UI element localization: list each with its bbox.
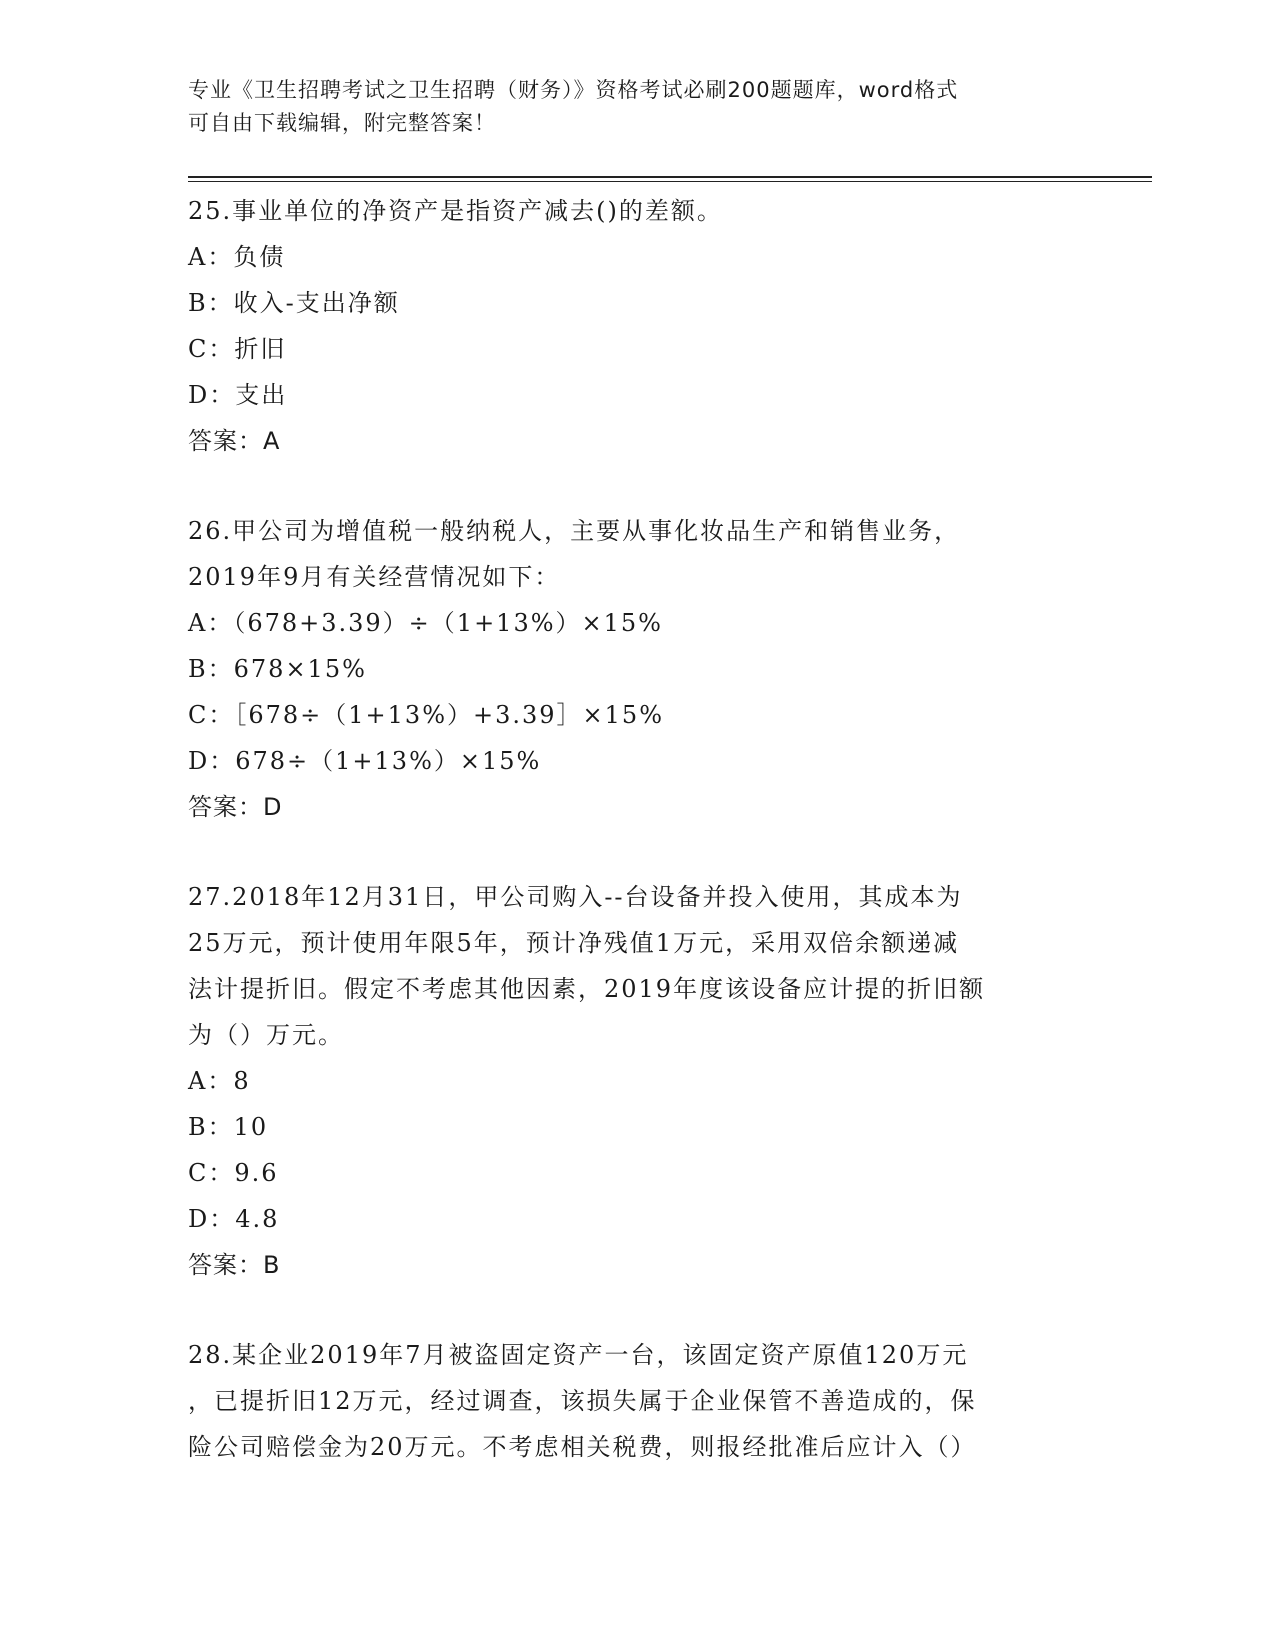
question-gap (188, 1288, 1088, 1332)
question-gap (188, 464, 1088, 508)
option-d: D：支出 (188, 381, 288, 409)
option-a: A：8 (188, 1067, 251, 1095)
option-a: A：（678+3.39）÷（1+13%）×15% (188, 609, 663, 637)
option-c: C：折旧 (188, 335, 287, 363)
header-line-2: 可自由下载编辑，附完整答案！ (188, 111, 496, 135)
question-stem: 2019年9月有关经营情况如下： (188, 563, 561, 591)
option-b: B：10 (188, 1113, 269, 1141)
option-d: D：4.8 (188, 1205, 280, 1233)
option-c: C：9.6 (188, 1159, 279, 1187)
option-d: D：678÷（1+13%）×15% (188, 747, 542, 775)
question-list (188, 188, 1088, 1470)
question-25 (188, 188, 1088, 464)
header-divider-thick (188, 176, 1152, 178)
option-c: C：［678÷（1+13%）+3.39］×15% (188, 701, 665, 729)
question-stem: 法计提折旧。假定不考虑其他因素，2019年度该设备应计提的折旧额 (188, 975, 986, 1003)
header-note (188, 74, 1088, 140)
option-b: B：收入-支出净额 (188, 289, 400, 317)
question-gap (188, 830, 1088, 874)
question-26 (188, 508, 1088, 830)
question-stem: 25万元，预计使用年限5年，预计净残值1万元，采用双倍余额递减 (188, 929, 960, 957)
answer: 答案：A (188, 427, 281, 455)
question-stem: ，已提折旧12万元，经过调查，该损失属于企业保管不善造成的，保 (188, 1387, 977, 1415)
question-stem: 险公司赔偿金为20万元。不考虑相关税费，则报经批准后应计入（） (188, 1433, 977, 1461)
question-stem: 28.某企业2019年7月被盗固定资产一台，该固定资产原值120万元 (188, 1341, 969, 1369)
option-a: A：负债 (188, 243, 286, 271)
question-28 (188, 1332, 1088, 1470)
header-divider-thin (188, 181, 1152, 182)
answer: 答案：D (188, 793, 283, 821)
question-stem: 26.甲公司为增值税一般纳税人，主要从事化妆品生产和销售业务， (188, 517, 961, 545)
question-stem: 25.事业单位的净资产是指资产减去()的差额。 (188, 197, 723, 225)
question-stem: 27.2018年12月31日，甲公司购入--台设备并投入使用，其成本为 (188, 883, 963, 911)
answer: 答案：B (188, 1251, 281, 1279)
header-line-1: 专业《卫生招聘考试之卫生招聘（财务）》资格考试必刷200题题库，word格式 (188, 78, 959, 102)
question-27 (188, 874, 1088, 1288)
option-b: B：678×15% (188, 655, 367, 683)
question-stem: 为（）万元。 (188, 1021, 344, 1049)
